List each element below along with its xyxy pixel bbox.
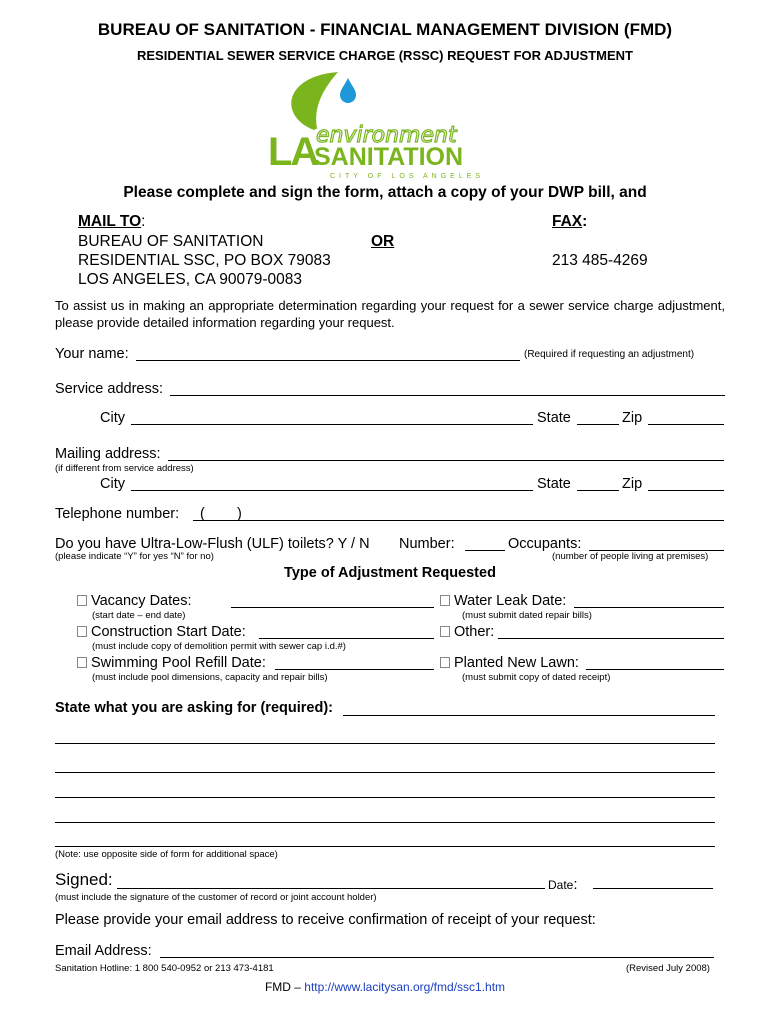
request-note: (Note: use opposite side of form for additional space) (55, 849, 278, 860)
lawn-note: (must submit copy of dated receipt) (462, 672, 611, 683)
water-drop-icon (340, 78, 356, 103)
logo-tagline: CITY OF LOS ANGELES (330, 173, 485, 180)
water-leak-label: Water Leak Date: (454, 593, 567, 609)
mailing-zip-label: Zip (622, 476, 643, 492)
occupants-note: (number of people living at premises) (552, 551, 709, 562)
name-label: Your name: (55, 346, 129, 362)
pool-label: Swimming Pool Refill Date: (91, 655, 266, 671)
vacancy-label: Vacancy Dates: (91, 593, 192, 609)
vacancy-checkbox[interactable] (77, 595, 87, 606)
fax-colon: : (582, 213, 588, 230)
other-field[interactable] (498, 638, 724, 639)
water-leak-option (440, 593, 566, 609)
water-leak-date-field[interactable] (574, 607, 724, 608)
service-zip-field[interactable] (648, 424, 724, 425)
fax-number: 213 485-4269 (552, 252, 648, 269)
pool-option (77, 655, 266, 671)
logo-environment-text: environment (316, 123, 457, 148)
service-city-field[interactable] (131, 424, 533, 425)
mailing-address-field[interactable] (168, 460, 724, 461)
request-line-5[interactable] (55, 822, 715, 823)
instructions: Please complete and sign the form, attach a copy of your DWP bill, and (123, 184, 647, 201)
mailing-state-label: State (537, 476, 571, 492)
other-label: Other: (454, 624, 495, 640)
mailing-note: (if different from service address) (55, 463, 194, 474)
mail-to-colon: : (141, 213, 146, 230)
water-leak-note: (must submit dated repair bills) (462, 610, 592, 621)
mail-to-heading (78, 213, 145, 231)
hotline: Sanitation Hotline: 1 800 540-0952 or 213 473-4181 (55, 963, 274, 974)
telephone-field[interactable] (193, 520, 724, 521)
pool-note: (must include pool dimensions, capacity and repair bills) (92, 672, 328, 683)
logo-la-text: LA (268, 130, 318, 174)
ulf-question: Do you have Ultra-Low-Flush (ULF) toilets? Y / N (55, 536, 370, 552)
ulf-note: (please indicate “Y” for yes “N” for no) (55, 551, 214, 562)
lawn-date-field[interactable] (586, 669, 724, 670)
fax-heading (552, 213, 587, 231)
construction-label: Construction Start Date: (91, 624, 246, 640)
website-link[interactable]: http://www.lacitysan.org/fmd/ssc1.htm (304, 980, 506, 994)
construction-checkbox[interactable] (77, 626, 87, 637)
lawn-checkbox[interactable] (440, 657, 450, 668)
number-label: Number: (399, 536, 455, 552)
vacancy-note: (start date – end date) (92, 610, 186, 621)
revised-date: (Revised July 2008) (626, 963, 710, 974)
mailing-city-label: City (100, 476, 125, 492)
pool-checkbox[interactable] (77, 657, 87, 668)
state-label: State (537, 410, 571, 426)
service-state-field[interactable] (577, 424, 619, 425)
email-label: Email Address: (55, 943, 152, 959)
fmd-prefix: FMD – (264, 980, 305, 994)
lawn-option (440, 655, 579, 671)
logo-sanitation-text: SANITATION (314, 143, 464, 171)
name-field[interactable] (136, 360, 520, 361)
water-leak-checkbox[interactable] (440, 595, 450, 606)
email-field[interactable] (160, 957, 714, 958)
footer-url-line (0, 980, 770, 994)
adjustment-heading: Type of Adjustment Requested (284, 565, 496, 581)
zip-label: Zip (622, 410, 643, 426)
date-colon: : (573, 876, 578, 893)
signature-field[interactable] (117, 888, 545, 889)
name-note: (Required if requesting an adjustment) (524, 349, 695, 360)
ulf-number-field[interactable] (465, 550, 505, 551)
mailing-address-label: Mailing address: (55, 446, 161, 462)
request-line-2[interactable] (55, 743, 715, 744)
vacancy-dates-field[interactable] (231, 607, 434, 608)
or-label: OR (371, 233, 395, 250)
telephone-label: Telephone number: (55, 506, 180, 522)
request-label: State what you are asking for (required): (55, 700, 333, 716)
occupants-label: Occupants: (508, 536, 582, 552)
mailing-city-field[interactable] (131, 490, 533, 491)
lawn-label: Planted New Lawn: (454, 655, 579, 671)
date-label (548, 876, 578, 893)
mailing-state-field[interactable] (577, 490, 619, 491)
date-field[interactable] (593, 888, 713, 889)
mail-address-line1: BUREAU OF SANITATION (78, 233, 264, 250)
other-checkbox[interactable] (440, 626, 450, 637)
construction-option (77, 624, 246, 640)
email-prompt: Please provide your email address to receive confirmation of receipt of your request: (55, 912, 596, 928)
service-address-field[interactable] (170, 395, 725, 396)
mail-to-label: MAIL TO (78, 213, 142, 230)
construction-date-field[interactable] (259, 638, 434, 639)
request-line-6[interactable] (55, 846, 715, 847)
other-option (440, 624, 494, 640)
fax-label: FAX (552, 213, 583, 230)
vacancy-option (77, 593, 191, 609)
request-line-1[interactable] (343, 715, 715, 716)
request-line-4[interactable] (55, 797, 715, 798)
mail-address-line3: LOS ANGELES, CA 90079-0083 (78, 271, 303, 288)
form-title: BUREAU OF SANITATION - FINANCIAL MANAGEMENT DIVISION (FMD) (97, 20, 673, 39)
signature-note: (must include the signature of the customer of record or joint account holder) (55, 892, 377, 903)
date-label-text: Date (548, 878, 574, 892)
service-address-label: Service address: (55, 381, 163, 397)
city-label: City (100, 410, 125, 426)
pool-refill-date-field[interactable] (275, 669, 434, 670)
intro-paragraph: To assist us in making an appropriate determination regarding your request for a sewer service charge adjustment, please provide detailed information regarding your request. (55, 298, 725, 330)
signed-label: Signed: (55, 870, 113, 889)
mail-address-line2: RESIDENTIAL SSC, PO BOX 79083 (78, 252, 331, 269)
telephone-area-code: ( ) (200, 506, 242, 522)
request-line-3[interactable] (55, 772, 715, 773)
mailing-zip-field[interactable] (648, 490, 724, 491)
construction-note: (must include copy of demolition permit with sewer cap i.d.#) (92, 641, 346, 652)
la-sanitation-logo (268, 68, 485, 180)
form-subtitle: RESIDENTIAL SEWER SERVICE CHARGE (RSSC) REQUEST FOR ADJUSTMENT (137, 48, 633, 63)
